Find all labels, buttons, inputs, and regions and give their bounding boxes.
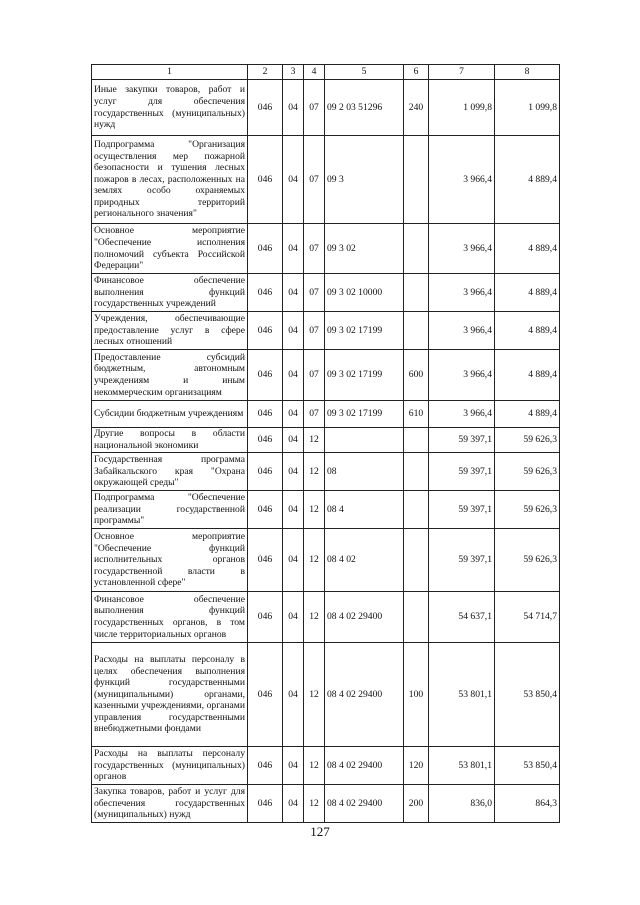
- cell-ministry-code: 046: [248, 224, 283, 274]
- cell-target-article: 08: [325, 453, 404, 491]
- column-header: 3: [283, 65, 304, 80]
- cell-target-article: 09 3 02: [325, 224, 404, 274]
- column-header: 4: [304, 65, 325, 80]
- cell-subsection: 07: [304, 224, 325, 274]
- cell-section: 04: [283, 747, 304, 785]
- cell-amount-7: 3 966,4: [429, 312, 495, 350]
- cell-amount-8: 4 889,4: [495, 350, 560, 401]
- cell-section: 04: [283, 401, 304, 428]
- cell-target-article: 08 4 02 29400: [325, 747, 404, 785]
- cell-amount-7: 3 966,4: [429, 401, 495, 428]
- cell-section: 04: [283, 312, 304, 350]
- cell-amount-8: 59 626,3: [495, 529, 560, 592]
- cell-expense-type: [404, 224, 429, 274]
- row-name: Другие вопросы в области национальной экономики: [92, 428, 248, 453]
- cell-expense-type: [404, 312, 429, 350]
- cell-expense-type: 240: [404, 80, 429, 136]
- cell-ministry-code: 046: [248, 428, 283, 453]
- table-row: [92, 529, 560, 592]
- cell-subsection: 07: [304, 80, 325, 136]
- table-row: [92, 350, 560, 401]
- table-row: [92, 80, 560, 136]
- cell-amount-8: 59 626,3: [495, 428, 560, 453]
- row-name: Учреждения, обеспечивающие предоставление услуг в сфере лесных отношений: [92, 312, 248, 350]
- cell-target-article: 09 3 02 17199: [325, 312, 404, 350]
- cell-subsection: 12: [304, 643, 325, 747]
- cell-subsection: 07: [304, 136, 325, 224]
- cell-ministry-code: 046: [248, 136, 283, 224]
- cell-subsection: 07: [304, 274, 325, 312]
- cell-ministry-code: 046: [248, 592, 283, 643]
- cell-amount-8: 864,3: [495, 785, 560, 823]
- cell-subsection: 12: [304, 453, 325, 491]
- cell-amount-7: 59 397,1: [429, 491, 495, 529]
- cell-amount-7: 3 966,4: [429, 274, 495, 312]
- cell-subsection: 12: [304, 785, 325, 823]
- cell-expense-type: [404, 428, 429, 453]
- cell-section: 04: [283, 428, 304, 453]
- cell-amount-8: 59 626,3: [495, 491, 560, 529]
- table-row: [92, 643, 560, 747]
- column-header: 7: [429, 65, 495, 80]
- table-row: [92, 274, 560, 312]
- table-row: [92, 136, 560, 224]
- column-header: 2: [248, 65, 283, 80]
- row-name: Предоставление субсидий бюджетным, автономным учреждениям и иным некоммерческим организациям: [92, 350, 248, 401]
- row-name: Иные закупки товаров, работ и услуг для обеспечения государственных (муниципальных) нужд: [92, 80, 248, 136]
- row-name: Закупка товаров, работ и услуг для обеспечения государственных (муниципальных) нужд: [92, 785, 248, 823]
- cell-ministry-code: 046: [248, 80, 283, 136]
- row-name: Основное мероприятие "Обеспечение функций исполнительных органов государственной власти в установленной сфере": [92, 529, 248, 592]
- table-row: [92, 312, 560, 350]
- cell-subsection: 07: [304, 350, 325, 401]
- cell-section: 04: [283, 592, 304, 643]
- cell-ministry-code: 046: [248, 453, 283, 491]
- cell-amount-8: 4 889,4: [495, 401, 560, 428]
- cell-amount-7: 53 801,1: [429, 747, 495, 785]
- cell-section: 04: [283, 453, 304, 491]
- cell-section: 04: [283, 274, 304, 312]
- row-name: Подпрограмма "Обеспечение реализации государственной программы": [92, 491, 248, 529]
- cell-target-article: 09 3 02 17199: [325, 350, 404, 401]
- cell-expense-type: 120: [404, 747, 429, 785]
- cell-amount-7: 3 966,4: [429, 350, 495, 401]
- page-number: 127: [310, 824, 330, 839]
- budget-table: [91, 64, 560, 823]
- cell-amount-7: 3 966,4: [429, 136, 495, 224]
- table-row: [92, 747, 560, 785]
- cell-amount-7: 59 397,1: [429, 453, 495, 491]
- cell-section: 04: [283, 529, 304, 592]
- cell-amount-7: 53 801,1: [429, 643, 495, 747]
- table-row: [92, 401, 560, 428]
- row-name: Подпрограмма "Организация осуществления мер пожарной безопасности и тушения лесных пожаров в лесах, расположенных на землях особо охраняемых природных территорий регионального значения": [92, 136, 248, 224]
- cell-target-article: 08 4 02 29400: [325, 785, 404, 823]
- table-row: [92, 453, 560, 491]
- cell-target-article: 09 2 03 51296: [325, 80, 404, 136]
- cell-expense-type: [404, 529, 429, 592]
- cell-section: 04: [283, 136, 304, 224]
- cell-section: 04: [283, 80, 304, 136]
- cell-subsection: 07: [304, 401, 325, 428]
- row-name: Финансовое обеспечение выполнения функций государственных учреждений: [92, 274, 248, 312]
- cell-amount-7: 54 637,1: [429, 592, 495, 643]
- cell-ministry-code: 046: [248, 312, 283, 350]
- row-name: Финансовое обеспечение выполнения функций государственных органов, в том числе территориальных органов: [92, 592, 248, 643]
- cell-expense-type: [404, 136, 429, 224]
- cell-amount-7: 1 099,8: [429, 80, 495, 136]
- row-name: Основное мероприятие "Обеспечение исполнения полномочий субъекта Российской Федерации": [92, 224, 248, 274]
- row-name: Субсидии бюджетным учреждениям: [92, 401, 248, 428]
- cell-target-article: 08 4 02 29400: [325, 643, 404, 747]
- cell-subsection: 07: [304, 312, 325, 350]
- cell-subsection: 12: [304, 529, 325, 592]
- cell-expense-type: 610: [404, 401, 429, 428]
- row-name: Расходы на выплаты персоналу государственных (муниципальных) органов: [92, 747, 248, 785]
- column-header: 8: [495, 65, 560, 80]
- cell-amount-7: 59 397,1: [429, 529, 495, 592]
- cell-amount-8: 4 889,4: [495, 224, 560, 274]
- cell-amount-8: 53 850,4: [495, 643, 560, 747]
- cell-target-article: 09 3: [325, 136, 404, 224]
- row-name: Расходы на выплаты персоналу в целях обеспечения выполнения функций государственными (муниципальными) органами, казенными учреждениями, органами управления государственными внебюджетными фондами: [92, 643, 248, 747]
- cell-section: 04: [283, 785, 304, 823]
- table-row: [92, 491, 560, 529]
- cell-amount-8: 54 714,7: [495, 592, 560, 643]
- cell-section: 04: [283, 224, 304, 274]
- cell-subsection: 12: [304, 491, 325, 529]
- cell-subsection: 12: [304, 747, 325, 785]
- table-row: [92, 428, 560, 453]
- cell-amount-8: 59 626,3: [495, 453, 560, 491]
- table-row: [92, 785, 560, 823]
- cell-amount-7: 59 397,1: [429, 428, 495, 453]
- cell-expense-type: 600: [404, 350, 429, 401]
- table-row: [92, 592, 560, 643]
- cell-target-article: [325, 428, 404, 453]
- cell-amount-8: 1 099,8: [495, 80, 560, 136]
- cell-expense-type: [404, 491, 429, 529]
- cell-target-article: 08 4: [325, 491, 404, 529]
- cell-subsection: 12: [304, 592, 325, 643]
- cell-ministry-code: 046: [248, 401, 283, 428]
- cell-ministry-code: 046: [248, 274, 283, 312]
- cell-ministry-code: 046: [248, 491, 283, 529]
- cell-expense-type: [404, 453, 429, 491]
- cell-ministry-code: 046: [248, 350, 283, 401]
- cell-ministry-code: 046: [248, 529, 283, 592]
- cell-amount-8: 4 889,4: [495, 136, 560, 224]
- column-header: 1: [92, 65, 248, 80]
- cell-amount-8: 4 889,4: [495, 312, 560, 350]
- cell-target-article: 09 3 02 10000: [325, 274, 404, 312]
- cell-expense-type: 100: [404, 643, 429, 747]
- cell-expense-type: [404, 592, 429, 643]
- row-name: Государственная программа Забайкальского края "Охрана окружающей среды": [92, 453, 248, 491]
- cell-target-article: 08 4 02: [325, 529, 404, 592]
- cell-section: 04: [283, 491, 304, 529]
- cell-ministry-code: 046: [248, 643, 283, 747]
- cell-amount-8: 4 889,4: [495, 274, 560, 312]
- cell-amount-8: 53 850,4: [495, 747, 560, 785]
- cell-expense-type: 200: [404, 785, 429, 823]
- cell-ministry-code: 046: [248, 785, 283, 823]
- cell-target-article: 09 3 02 17199: [325, 401, 404, 428]
- table-row: [92, 224, 560, 274]
- cell-amount-7: 836,0: [429, 785, 495, 823]
- cell-expense-type: [404, 274, 429, 312]
- cell-section: 04: [283, 643, 304, 747]
- cell-ministry-code: 046: [248, 747, 283, 785]
- column-header: 6: [404, 65, 429, 80]
- cell-subsection: 12: [304, 428, 325, 453]
- column-header: 5: [325, 65, 404, 80]
- cell-target-article: 08 4 02 29400: [325, 592, 404, 643]
- cell-amount-7: 3 966,4: [429, 224, 495, 274]
- table-header-row: [92, 65, 560, 80]
- cell-section: 04: [283, 350, 304, 401]
